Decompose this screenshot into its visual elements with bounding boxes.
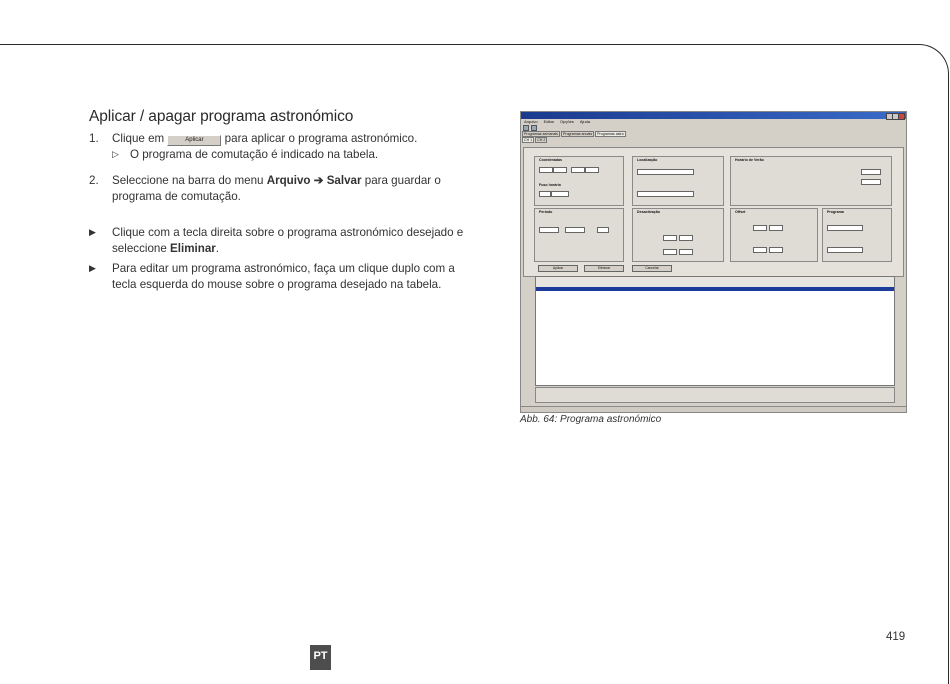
group-coordinates xyxy=(534,156,624,206)
field xyxy=(597,227,609,233)
group-label: Localização xyxy=(637,158,658,162)
group-label: Período xyxy=(539,210,553,214)
field xyxy=(753,247,767,253)
program-table xyxy=(535,276,895,386)
status-bar xyxy=(521,406,906,412)
group-label: Coordenadas xyxy=(539,158,562,162)
group-label: Fuso horário xyxy=(539,183,561,187)
channel-tabs xyxy=(522,137,906,143)
page-number: 419 xyxy=(886,631,906,643)
tab: CH 2 xyxy=(537,138,546,142)
step-result xyxy=(112,147,474,163)
field xyxy=(539,191,551,197)
bullet-arrow-icon: ▶ xyxy=(89,227,96,237)
menu-arquivo: Arquivo xyxy=(266,174,311,187)
step-text-after: para guardar o programa de comutação. xyxy=(112,174,441,203)
field xyxy=(553,167,567,173)
cancel-button: Cancelar xyxy=(632,265,672,272)
result-text: O programa de comutação é indicado na tabela. xyxy=(130,147,379,161)
field xyxy=(679,235,693,241)
field xyxy=(861,179,881,185)
group-label: Programa xyxy=(827,210,844,214)
field xyxy=(551,191,569,197)
group-period xyxy=(534,208,624,262)
group-deactivation xyxy=(632,208,724,262)
field xyxy=(861,169,881,175)
close-icon xyxy=(898,113,905,120)
field xyxy=(679,249,693,255)
menu-item: Ajuda xyxy=(579,119,591,124)
bullet-arrow-icon: ▶ xyxy=(89,263,96,273)
selected-row xyxy=(536,287,894,291)
field xyxy=(539,167,553,173)
menu-item: Opções xyxy=(560,119,574,124)
result-triangle-icon: ▷ xyxy=(112,148,119,159)
tab: Programas semanais xyxy=(524,132,558,136)
tab: CH 1 xyxy=(524,138,533,142)
bullet-text: Clique com a tecla direita sobre o programa astronómico desejado e seleccione xyxy=(112,226,464,255)
field xyxy=(753,225,767,231)
bullet-end: . xyxy=(215,241,220,255)
menu-salvar: Salvar xyxy=(326,174,362,187)
tab: Programas anuais xyxy=(562,132,593,136)
group-program xyxy=(822,208,892,262)
apply-button-image: Aplicar xyxy=(167,135,221,146)
menu-arrow-icon: ➔ xyxy=(313,174,324,187)
field xyxy=(827,225,863,231)
group-label: Offset xyxy=(735,210,746,214)
section-heading: Aplicar / apagar programa astronómico xyxy=(89,108,354,125)
language-tab: PT xyxy=(310,645,331,670)
figure-caption: Abb. 64: Programa astronómico xyxy=(520,414,662,425)
field xyxy=(663,235,677,241)
apply-button: Aplicar xyxy=(538,265,578,272)
field xyxy=(585,167,599,173)
field xyxy=(637,191,694,197)
step-text-before: Clique em xyxy=(112,132,165,145)
field xyxy=(565,227,585,233)
bullet-edit xyxy=(89,261,474,292)
step-2 xyxy=(89,173,474,204)
step-number: 2. xyxy=(89,174,99,187)
copy-group xyxy=(535,387,895,403)
field xyxy=(571,167,585,173)
group-location xyxy=(632,156,724,206)
content-column xyxy=(89,108,474,297)
window-titlebar xyxy=(521,112,906,119)
menu-item: Editar xyxy=(543,119,555,124)
software-screenshot xyxy=(520,111,907,413)
bullet-delete xyxy=(89,225,474,256)
header-rule xyxy=(0,44,894,45)
step-text-after: para aplicar o programa astronómico. xyxy=(224,132,418,145)
group-label: Desactivação xyxy=(637,210,660,214)
field xyxy=(637,169,694,175)
menu-item: Arquivo xyxy=(524,119,538,124)
bullet-bold: Eliminar xyxy=(170,241,216,255)
group-offset xyxy=(730,208,818,262)
step-1 xyxy=(89,131,474,162)
step-number: 1. xyxy=(89,132,99,145)
field xyxy=(769,225,783,231)
field xyxy=(827,247,863,253)
settings-pane xyxy=(523,147,904,277)
step-text-before: Seleccione na barra do menu xyxy=(112,174,264,187)
tab-active: Programas astro xyxy=(597,132,624,136)
delete-button: Eliminar xyxy=(584,265,624,272)
bullet-text: Para editar um programa astronómico, faça um clique duplo com a tecla esquerda do mouse sobre o programa desejado na tabela. xyxy=(112,262,455,291)
group-label: Horário de Verão xyxy=(735,158,764,162)
field xyxy=(663,249,677,255)
field xyxy=(539,227,559,233)
group-summer-time xyxy=(730,156,892,206)
field xyxy=(769,247,783,253)
